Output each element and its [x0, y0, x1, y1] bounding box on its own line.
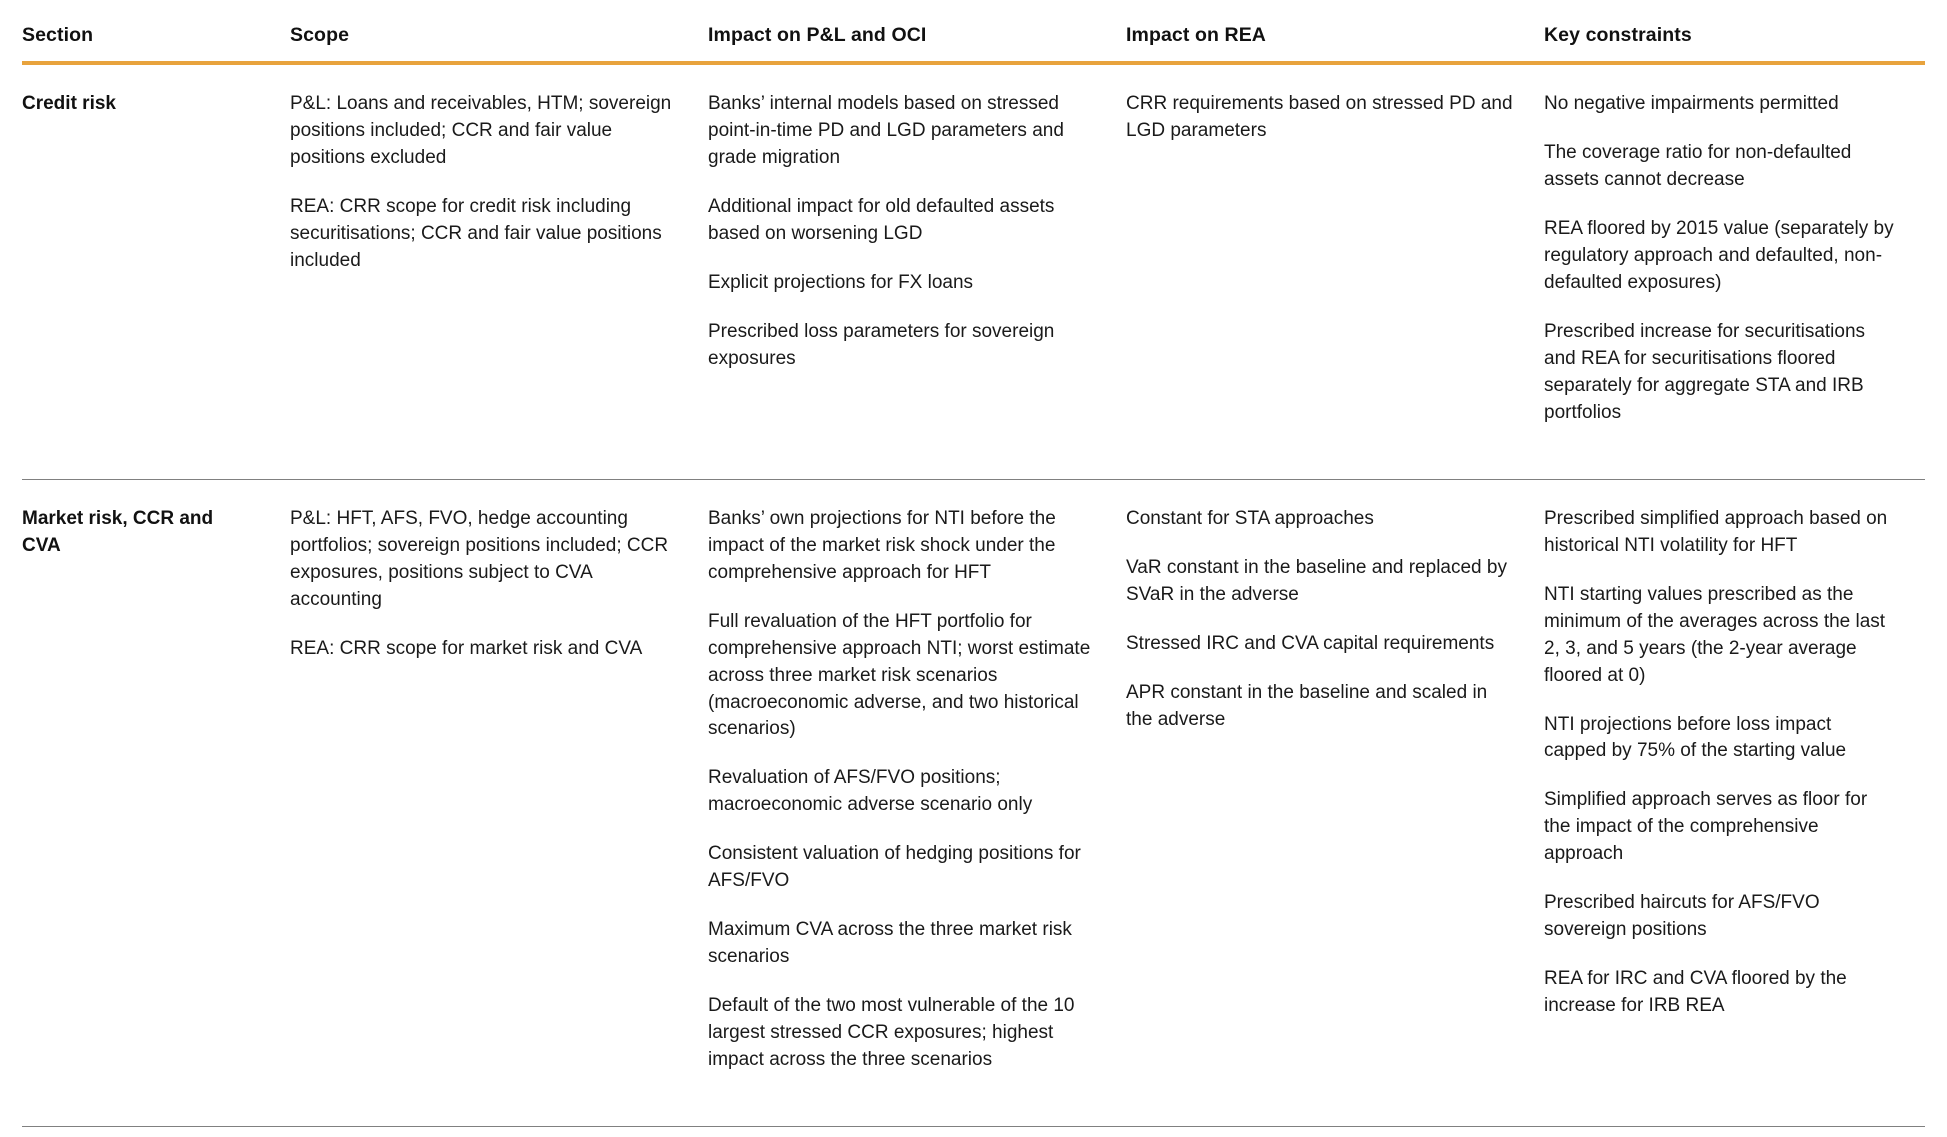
- key-constraint-paragraph: REA for IRC and CVA floored by the increase for IRB REA: [1544, 968, 1847, 1017]
- column-header-impact-pl-oci: Impact on P&L and OCI: [708, 24, 927, 46]
- stress-test-methodology-table: [22, 24, 1925, 1127]
- scope-paragraph: P&L: Loans and receivables, HTM; sovereign positions included; CCR and fair value positions excluded: [290, 93, 672, 168]
- key-constraint-paragraph: Prescribed haircuts for AFS/FVO sovereign positions: [1544, 892, 1820, 941]
- pl-paragraph: Prescribed loss parameters for sovereign exposures: [708, 320, 1055, 369]
- column-header-scope: Scope: [290, 24, 350, 46]
- cell-impact-rea: [1126, 479, 1544, 1126]
- pl-paragraph: Explicit projections for FX loans: [708, 271, 974, 293]
- rea-paragraph: Stressed IRC and CVA capital requirements: [1126, 632, 1495, 654]
- pl-paragraph: Full revaluation of the HFT portfolio for comprehensive approach NTI; worst estimate across three market risk scenarios (macroeconomic adverse, and two historical scenarios): [708, 610, 1091, 740]
- rea-paragraph: CRR requirements based on stressed PD and LGD parameters: [1126, 93, 1513, 141]
- cell-impact-rea: [1126, 63, 1544, 479]
- cell-scope: [290, 479, 708, 1126]
- table-header: [22, 24, 1925, 63]
- pl-paragraph: Maximum CVA across the three market risk scenarios: [708, 919, 1072, 968]
- rea-paragraph: APR constant in the baseline and scaled in the adverse: [1126, 681, 1488, 730]
- key-constraint-paragraph: REA floored by 2015 value (separately by regulatory approach and defaulted, non-defaulted exposures): [1544, 217, 1894, 293]
- cell-impact-pl-oci: [708, 479, 1126, 1126]
- cell-section: Market risk, CCR and CVA: [22, 479, 290, 1126]
- table-row: [22, 63, 1925, 479]
- rea-paragraph: VaR constant in the baseline and replaced by SVaR in the adverse: [1126, 556, 1507, 605]
- table-row: [22, 479, 1925, 1126]
- cell-key-constraints: [1544, 479, 1925, 1126]
- key-constraint-paragraph: NTI projections before loss impact capped by 75% of the starting value: [1544, 713, 1847, 762]
- pl-paragraph: Banks’ own projections for NTI before the impact of the market risk shock under the comprehensive approach for HFT: [708, 507, 1056, 583]
- cell-impact-pl-oci: [708, 63, 1126, 479]
- column-header-section: Section: [22, 24, 94, 46]
- cell-key-constraints: [1544, 63, 1925, 479]
- scope-paragraph: P&L: HFT, AFS, FVO, hedge accounting portfolios; sovereign positions included; CCR exposures, positions subject to CVA accounting: [290, 507, 669, 610]
- scope-paragraph: REA: CRR scope for market risk and CVA: [290, 637, 643, 659]
- table-header-row: [22, 24, 1925, 63]
- cell-section: Credit risk: [22, 93, 116, 114]
- key-constraint-paragraph: Prescribed simplified approach based on historical NTI volatility for HFT: [1544, 507, 1888, 556]
- pl-paragraph: Revaluation of AFS/FVO positions; macroeconomic adverse scenario only: [708, 767, 1033, 816]
- pl-paragraph: Default of the two most vulnerable of the 10 largest stressed CCR exposures; highest impact across the three scenarios: [708, 995, 1075, 1071]
- pl-paragraph: Consistent valuation of hedging positions for AFS/FVO: [708, 843, 1081, 892]
- rea-paragraph: Constant for STA approaches: [1126, 507, 1374, 529]
- column-header-key-constraints: Key constraints: [1544, 24, 1692, 46]
- cell-scope: [290, 63, 708, 479]
- scope-paragraph: REA: CRR scope for credit risk including securitisations; CCR and fair value positions included: [290, 195, 662, 271]
- key-constraint-paragraph: Prescribed increase for securitisations and REA for securitisations floored separately for aggregate STA and IRB portfolios: [1544, 320, 1866, 423]
- key-constraint-paragraph: The coverage ratio for non-defaulted assets cannot decrease: [1544, 141, 1852, 190]
- key-constraint-paragraph: NTI starting values prescribed as the minimum of the averages across the last 2, 3, and 5 years (the 2-year average floored at 0): [1544, 583, 1886, 686]
- column-header-impact-rea: Impact on REA: [1126, 24, 1266, 46]
- table-body: [22, 63, 1925, 1127]
- pl-paragraph: Additional impact for old defaulted assets based on worsening LGD: [708, 195, 1055, 244]
- key-constraint-paragraph: No negative impairments permitted: [1544, 93, 1839, 114]
- key-constraint-paragraph: Simplified approach serves as floor for the impact of the comprehensive approach: [1544, 789, 1868, 865]
- pl-paragraph: Banks’ internal models based on stressed point-in-time PD and LGD parameters and grade migration: [708, 93, 1064, 168]
